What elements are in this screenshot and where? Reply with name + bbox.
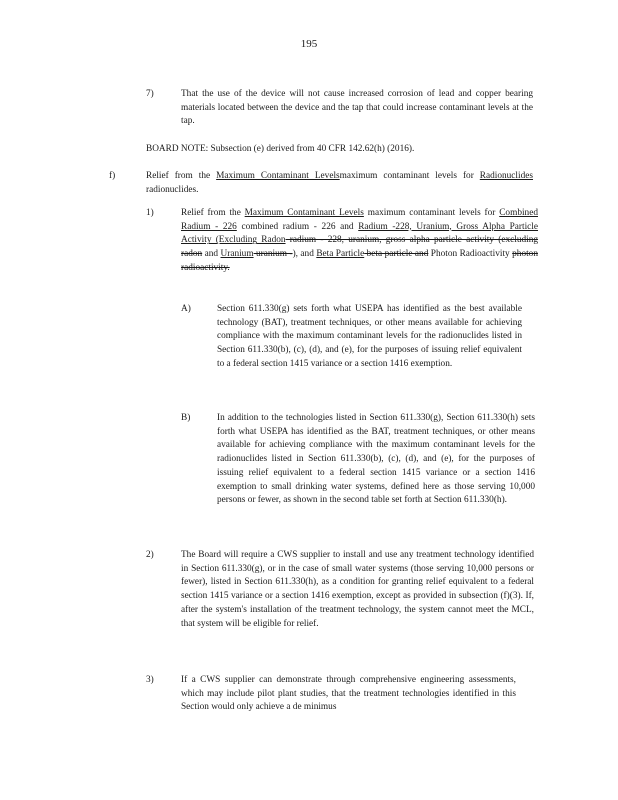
item-f2-label: 2) (146, 550, 154, 560)
item-a-label: A) (181, 304, 191, 314)
item-f3-text: If a CWS supplier can demonstrate through comprehensive engineering assessments, which may include pilot plant studies, that the treatment technologies identified in this Section would only achieve a de minimus (181, 675, 516, 713)
f-inserted-1: Maximum Contaminant Levels (216, 171, 340, 181)
f-text-1: Relief from the (146, 171, 217, 181)
f1-inserted-5: Beta Particle (316, 249, 365, 260)
item-b-label: B) (181, 413, 191, 423)
item-f1-label: 1) (146, 208, 154, 218)
item-f2-text: The Board will require a CWS supplier to install and use any treatment technology identified in Section 611.330(g), or in the case of small water systems (those serving 10,000 persons or fewer), listed in Section 611.330(h), as a condition for granting relief equivalent to a federal section 1415 variance or a section 1416 exemption, except as provided in subsection (f)(3). If, after the system's installation of the treatment technology, the system cannot meet the MCL, that system will be eligible for relief. (181, 550, 534, 629)
item-f1-text (181, 207, 538, 276)
f1-inserted-2: Combined Radium - 226 (181, 208, 538, 232)
board-note: BOARD NOTE: Subsection (e) derived from 40 CFR 142.62(h) (2016). (146, 144, 415, 154)
item-f3-label: 3) (146, 675, 154, 685)
f-text-2: maximum contaminant levels for (339, 171, 480, 181)
f1-text-3: combined radium - 226 and (236, 221, 359, 232)
f1-inserted-4: Uranium (220, 249, 254, 260)
page-number: 195 (300, 38, 318, 50)
f1-text-1: Relief from the (181, 208, 245, 218)
f1-deleted-2: uranium - (253, 249, 293, 260)
f1-text-5: ), and (292, 249, 317, 260)
f1-deleted-4: photon radioactivity. (181, 249, 538, 273)
item-7-text: That the use of the device will not cause increased corrosion of lead and copper bearing materials located between the device and the tap that could increase contaminant levels at the tap. (181, 89, 533, 127)
f1-text-6: Photon Radioactivity (428, 249, 513, 260)
subsection-f-label: f) (109, 171, 116, 181)
item-7-label: 7) (146, 89, 154, 99)
item-a-text: Section 611.330(g) sets forth what USEPA has identified as the best available technology (BAT), treatment techniques, or other means available for achieving compliance with the maximum contaminant levels for the radionuclides listed in Section 611.330(b), (c), (d), and (e), for the purposes of issuing relief equivalent to a federal section 1415 variance or a section 1416 exemption. (217, 304, 522, 369)
f-inserted-2: Radionuclides (479, 171, 533, 181)
subsection-f-heading (146, 170, 533, 197)
f1-deleted-1: radium - 228, uranium, gross alpha particle activity (excluding radon (181, 235, 539, 260)
f1-text-4: and (202, 249, 221, 260)
f1-inserted-3: Radium -228, Uranium, Gross Alpha Particle Activity (Excluding Radon (181, 221, 539, 246)
f1-text-2: maximum contaminant levels for (363, 208, 500, 218)
f1-deleted-3: beta particle and (364, 249, 429, 260)
item-b-text: In addition to the technologies listed in Section 611.330(g), Section 611.330(h) sets forth what USEPA has identified as the BAT, treatment techniques, or other means available for achieving compliance with the maximum contaminant levels for the radionuclides listed in Section 611.330(b), (c), (d), and (e), for the purposes of issuing relief equivalent to a federal section 1415 variance or a section 1416 exemption to small drinking water systems, defined here as those serving 10,000 persons or fewer, as shown in the second table set forth at Section 611.330(h). (217, 413, 535, 506)
f1-inserted-1: Maximum Contaminant Levels (244, 208, 364, 218)
f-text-3: radionuclides. (146, 184, 199, 195)
